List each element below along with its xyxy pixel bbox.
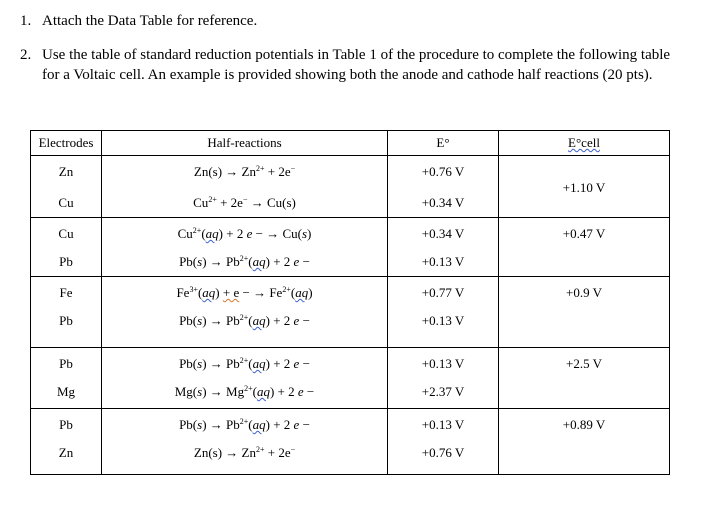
reaction-text: ) + 2 <box>265 417 294 432</box>
reaction-text: aq <box>252 313 266 328</box>
superscript: 2+ <box>239 313 249 322</box>
reaction-text: e <box>246 226 253 241</box>
reaction-text: ( <box>248 417 253 432</box>
e-standard-cell <box>388 348 499 409</box>
half-reaction <box>102 248 387 276</box>
reaction-text: aq <box>252 254 266 269</box>
reaction-text: − → Cu( <box>252 226 302 241</box>
electrodes-cell <box>31 156 102 218</box>
e-cell-value-cell <box>499 348 670 409</box>
superscript: 2+ <box>239 417 249 426</box>
reaction-text: ) + 2 <box>269 384 298 399</box>
electrode-label: Pb <box>59 254 73 269</box>
reaction-text: aq <box>202 285 216 300</box>
electrode-label: Pb <box>59 313 73 328</box>
e-standard-value: +0.13 V <box>421 313 465 328</box>
table-row <box>31 409 670 475</box>
e-standard-value: +0.34 V <box>421 195 465 210</box>
reaction-text: aq <box>252 356 266 371</box>
electrode-label: Zn <box>58 445 74 460</box>
e-standard-value: +0.13 V <box>421 356 465 371</box>
electrode-label: Cu <box>58 226 74 241</box>
voltaic-cell-table <box>30 130 670 475</box>
reaction-text: Zn(s) → Zn <box>193 164 256 179</box>
reaction-text: ) → Mg <box>202 384 245 399</box>
half-reaction <box>102 279 387 307</box>
reaction-text: − <box>299 356 310 371</box>
reaction-text: ( <box>197 285 203 300</box>
reaction-text: Cu <box>193 195 209 210</box>
half-reaction <box>102 220 387 248</box>
reaction-text: − → Fe <box>239 285 283 300</box>
electrodes-cell <box>31 409 102 475</box>
e-standard-cell <box>388 277 499 348</box>
reaction-text: ) + 2 <box>218 226 247 241</box>
reaction-text: ) → Pb <box>202 356 240 371</box>
reaction-text: ) + 2 <box>265 313 294 328</box>
superscript: 2+ <box>239 254 249 263</box>
reaction-text: ) + 2 <box>265 254 294 269</box>
reaction-text: ) → Pb <box>202 254 240 269</box>
e-cell-value-cell <box>499 218 670 277</box>
electrodes-cell <box>31 348 102 409</box>
reaction-text: ( <box>248 254 253 269</box>
reaction-text: e <box>293 356 300 371</box>
superscript: 2+ <box>208 195 217 204</box>
reaction-text: aq <box>205 226 219 241</box>
electrodes-cell <box>31 277 102 348</box>
header-e-standard: E° <box>388 131 499 156</box>
reaction-text: s <box>197 356 203 371</box>
reaction-text: ) → Pb <box>202 313 240 328</box>
reaction-text: ( <box>290 285 296 300</box>
half-reaction <box>102 411 387 439</box>
e-standard-cell <box>388 156 499 218</box>
electrode-label: Pb <box>59 417 73 432</box>
e-standard-value: +0.76 V <box>421 164 465 179</box>
half-reactions-cell <box>102 218 388 277</box>
reaction-text: aq <box>295 285 309 300</box>
e-cell-value-cell <box>499 409 670 475</box>
reaction-text: ) → Pb <box>202 417 240 432</box>
half-reactions-cell <box>102 277 388 348</box>
header-electrodes: Electrodes <box>31 131 102 156</box>
question-text: Attach the Data Table for reference. <box>42 13 258 29</box>
electrode-label: Cu <box>58 195 74 210</box>
superscript: − <box>290 445 296 454</box>
reaction-text: Pb( <box>179 313 198 328</box>
electrodes-cell <box>31 218 102 277</box>
reaction-text: − <box>299 417 310 432</box>
table-row <box>31 218 670 277</box>
reaction-text: ( <box>248 356 253 371</box>
reaction-text: Zn(s) → Zn <box>193 445 256 460</box>
half-reaction <box>102 350 387 378</box>
e-cell-value: +1.10 V <box>562 179 606 195</box>
superscript: 2+ <box>282 285 291 294</box>
half-reaction <box>102 378 387 406</box>
half-reaction <box>102 439 387 467</box>
header-half-reactions: Half-reactions <box>102 131 388 156</box>
reaction-text: Pb( <box>179 417 198 432</box>
electrode-label: Fe <box>59 285 73 300</box>
header-e-cell: E°cell <box>499 131 670 156</box>
electrode-label: Pb <box>59 356 73 371</box>
reaction-text: − <box>303 384 315 399</box>
reaction-text: ( <box>252 384 257 399</box>
question-text: Use the table of standard reduction potentials in Table 1 of the procedure to complete the following table for a Voltaic cell. An example is provided showing both the anode and cathode half reactions (20 pts). <box>42 47 671 83</box>
superscript: 3+ <box>189 285 198 294</box>
reaction-text: aq <box>256 384 270 399</box>
table-row <box>31 277 670 348</box>
e-cell-value: +0.9 V <box>566 285 602 300</box>
reaction-text: ) + 2 <box>265 356 294 371</box>
e-cell-value: +0.47 V <box>562 226 606 241</box>
reaction-text: + 2e <box>264 445 291 460</box>
reaction-text: e <box>293 313 300 328</box>
superscript: 2+ <box>255 445 265 454</box>
reaction-text: + e <box>222 285 240 300</box>
superscript: 2+ <box>239 356 249 365</box>
reaction-text: aq <box>252 417 266 432</box>
electrode-label: Zn <box>58 164 74 179</box>
reaction-text: s <box>301 226 308 241</box>
e-standard-value: +0.13 V <box>421 417 465 432</box>
superscript: 2+ <box>255 164 265 173</box>
reaction-text: s <box>197 313 203 328</box>
question-number: 2. <box>20 47 32 63</box>
reaction-text: e <box>293 254 300 269</box>
reaction-text: Pb( <box>179 254 198 269</box>
table-row <box>31 156 670 218</box>
reaction-text: − <box>299 254 310 269</box>
e-standard-value: +2.37 V <box>421 384 465 399</box>
e-cell-value-cell <box>499 277 670 348</box>
superscript: 2+ <box>192 226 202 235</box>
reaction-text: e <box>293 417 300 432</box>
reaction-text: e <box>297 384 304 399</box>
half-reaction <box>102 189 387 217</box>
reaction-text: ) <box>215 285 223 300</box>
e-cell-value: +0.89 V <box>562 417 606 432</box>
reaction-text: ( <box>248 313 253 328</box>
e-standard-value: +0.13 V <box>421 254 465 269</box>
reaction-text: + 2e <box>264 164 291 179</box>
half-reactions-cell <box>102 409 388 475</box>
reaction-text: ) <box>308 285 313 300</box>
reaction-text: Mg( <box>174 384 198 399</box>
reaction-text: Cu <box>177 226 193 241</box>
reaction-text: s <box>197 254 203 269</box>
e-standard-cell <box>388 409 499 475</box>
reaction-text: → Cu(s) <box>247 195 296 210</box>
reaction-text: s <box>197 417 203 432</box>
superscript: 2+ <box>244 384 253 393</box>
e-cell-value: +2.5 V <box>566 356 602 371</box>
half-reaction <box>102 158 387 186</box>
half-reactions-cell <box>102 348 388 409</box>
reaction-text: ( <box>201 226 206 241</box>
reaction-text: ) <box>307 226 312 241</box>
half-reaction <box>102 307 387 335</box>
e-standard-value: +0.34 V <box>421 226 465 241</box>
reaction-text: Fe <box>176 285 190 300</box>
half-reactions-cell <box>102 156 388 218</box>
e-standard-cell <box>388 218 499 277</box>
reaction-text: Pb( <box>179 356 198 371</box>
e-cell-value-cell <box>499 156 670 218</box>
table-row <box>31 348 670 409</box>
electrode-label: Mg <box>56 384 76 399</box>
reaction-text: − <box>299 313 310 328</box>
reaction-text: + 2e <box>216 195 243 210</box>
question-number: 1. <box>20 13 32 29</box>
superscript: − <box>290 164 296 173</box>
superscript: − <box>242 195 248 204</box>
e-standard-value: +0.77 V <box>421 285 465 300</box>
e-standard-value: +0.76 V <box>421 445 465 460</box>
reaction-text: s <box>197 384 203 399</box>
